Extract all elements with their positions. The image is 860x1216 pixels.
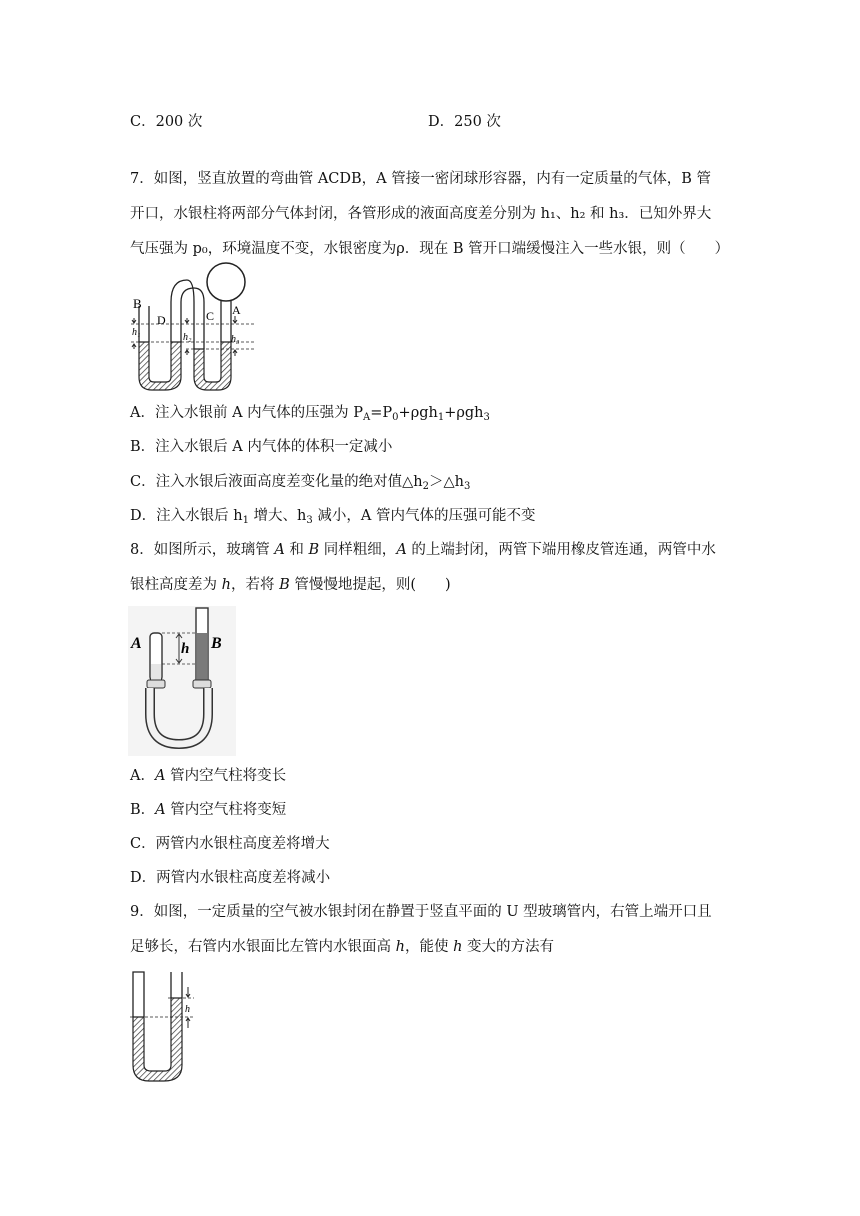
q8-option-a: A．A 管内空气柱将变长 [130,768,287,784]
q8-figure [128,606,236,756]
q7-option-b: B．注入水银后 A 内气体的体积一定减小 [130,439,393,455]
q8-option-b: B．A 管内空气柱将变短 [130,802,287,818]
q7-label-a: A [232,303,241,317]
q7-label-h1: h₁ [132,327,141,338]
q7-stem-line2: 开口，水银柱将两部分气体封闭，各管形成的液面高度差分别为 h₁、h₂ 和 h₃．已知外界大 [130,206,712,222]
q9-label-h: h [185,1004,190,1015]
q7-label-b: B [133,296,142,311]
q7-label-h3: h₃ [231,334,240,345]
q6-option-d: D．250 次 [428,114,501,130]
q7-figure [128,262,288,394]
q8-label-a: A [131,635,142,652]
q7-label-h2: h₂ [183,332,192,343]
q7-stem-line3: 气压强为 p₀，环境温度不变，水银密度为ρ．现在 B 管开口端缓慢注入一些水银，则（ ） [130,241,730,257]
q8-option-d: D．两管内水银柱高度差将减小 [130,870,331,886]
q8-option-c: C．两管内水银柱高度差将增大 [130,836,330,852]
q8-label-h: h [181,641,190,657]
q7-stem-line1: 7．如图，竖直放置的弯曲管 ACDB，A 管接一密闭球形容器，内有一定质量的气体，B 管 [130,171,712,187]
q9-stem-line1: 9．如图，一定质量的空气被水银封闭在静置于竖直平面的 U 型玻璃管内，右管上端开口且 [130,904,712,920]
q8-stem-line1: 8．如图所示，玻璃管 A 和 B 同样粗细，A 的上端封闭，两管下端用橡皮管连通，两管中水 [130,542,716,558]
q8-stem-line2: 银柱高度差为 h，若将 B 管慢慢地提起，则( ) [130,577,451,593]
q7-option-a: A．注入水银前 A 内气体的压强为 $P_A=P_0+\rho gh_1+\rho gh_3$ [130,405,490,423]
q9-figure [128,970,200,1084]
q7-option-d: D．注入水银后 $h_1$ 增大、$h_3$ 减小，A 管内气体的压强可能不变 [130,508,536,526]
q7-option-c: C．注入水银后液面高度差变化量的绝对值$\triangle h_2>\triangle h_3$ [130,474,471,492]
q7-label-c: C [206,309,215,323]
q7-label-d: D [157,313,166,327]
q6-option-c: C．200 次 [130,114,203,130]
q9-stem-line2: 足够长，右管内水银面比左管内水银面高 h，能使 h 变大的方法有 [130,939,555,955]
q8-label-b: B [211,635,222,652]
